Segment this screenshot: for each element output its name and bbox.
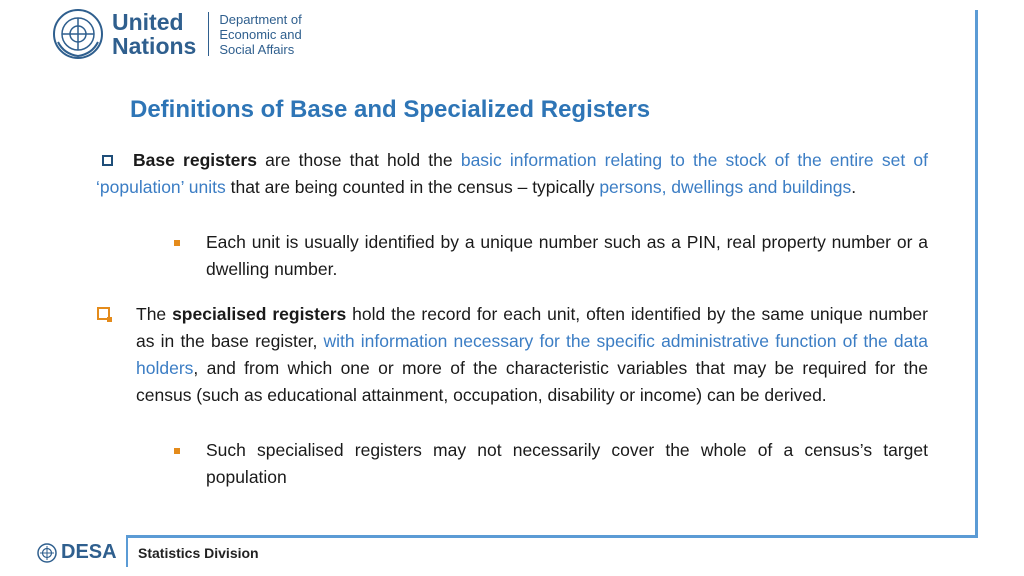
base-text-2: that are being counted in the census – typically	[225, 177, 600, 197]
base-registers-paragraph	[96, 147, 928, 201]
base-highlight-1: basic information relating to the stock of the entire set of ‘population’ units	[96, 150, 928, 197]
square-bullet-icon	[174, 448, 180, 454]
dept-line2: Economic and	[219, 26, 302, 42]
desa-emblem-icon	[37, 543, 57, 563]
base-registers-term: Base registers	[133, 150, 257, 170]
checkbox-bullet-icon	[102, 155, 113, 166]
specialised-registers-paragraph	[136, 301, 928, 409]
dept-line3: Social Affairs	[219, 41, 295, 57]
un-name	[112, 10, 196, 58]
desa-label: DESA	[61, 541, 117, 563]
specialised-text-1: hold the record for each unit, often identified by the same unique number as in the base register,	[136, 304, 928, 351]
specialised-registers-term: specialised registers	[172, 304, 347, 324]
shadow-checkbox-bullet-icon	[97, 307, 110, 320]
logo-separator	[208, 12, 209, 56]
un-name-line2: Nations	[112, 33, 197, 59]
specialised-highlight-1: with information necessary for the specific administrative function of the data holders	[136, 331, 928, 378]
desa-logo	[37, 541, 117, 564]
specialised-sub-bullet: Such specialised registers may not necessarily cover the whole of a census’s target population	[206, 440, 928, 487]
department-name	[219, 12, 301, 57]
specialised-lead: The	[136, 304, 173, 324]
un-emblem-icon	[52, 8, 104, 60]
un-name-line1: United	[112, 9, 184, 35]
base-highlight-2: persons, dwellings and buildings	[599, 177, 852, 197]
base-text-3: .	[851, 177, 857, 197]
base-sub-bullet: Each unit is usually identified by a unique number such as a PIN, real property number or a dwelling number.	[206, 232, 928, 279]
frame-right-border	[975, 10, 978, 538]
footer-divider	[126, 535, 128, 567]
square-bullet-icon	[174, 240, 180, 246]
base-text-1: are those that hold the	[256, 150, 461, 170]
dept-line1: Department of	[219, 11, 302, 27]
specialised-text-2: , and from which one or more of the characteristic variables that may be required for the census (such as educational attainment, occupation, disability or income) can be derived.	[136, 358, 928, 405]
statistics-division-label: Statistics Division	[138, 545, 259, 561]
un-desa-logo	[52, 8, 302, 60]
frame-bottom-border	[126, 535, 978, 538]
slide-title: Definitions of Base and Specialized Registers	[130, 96, 651, 123]
